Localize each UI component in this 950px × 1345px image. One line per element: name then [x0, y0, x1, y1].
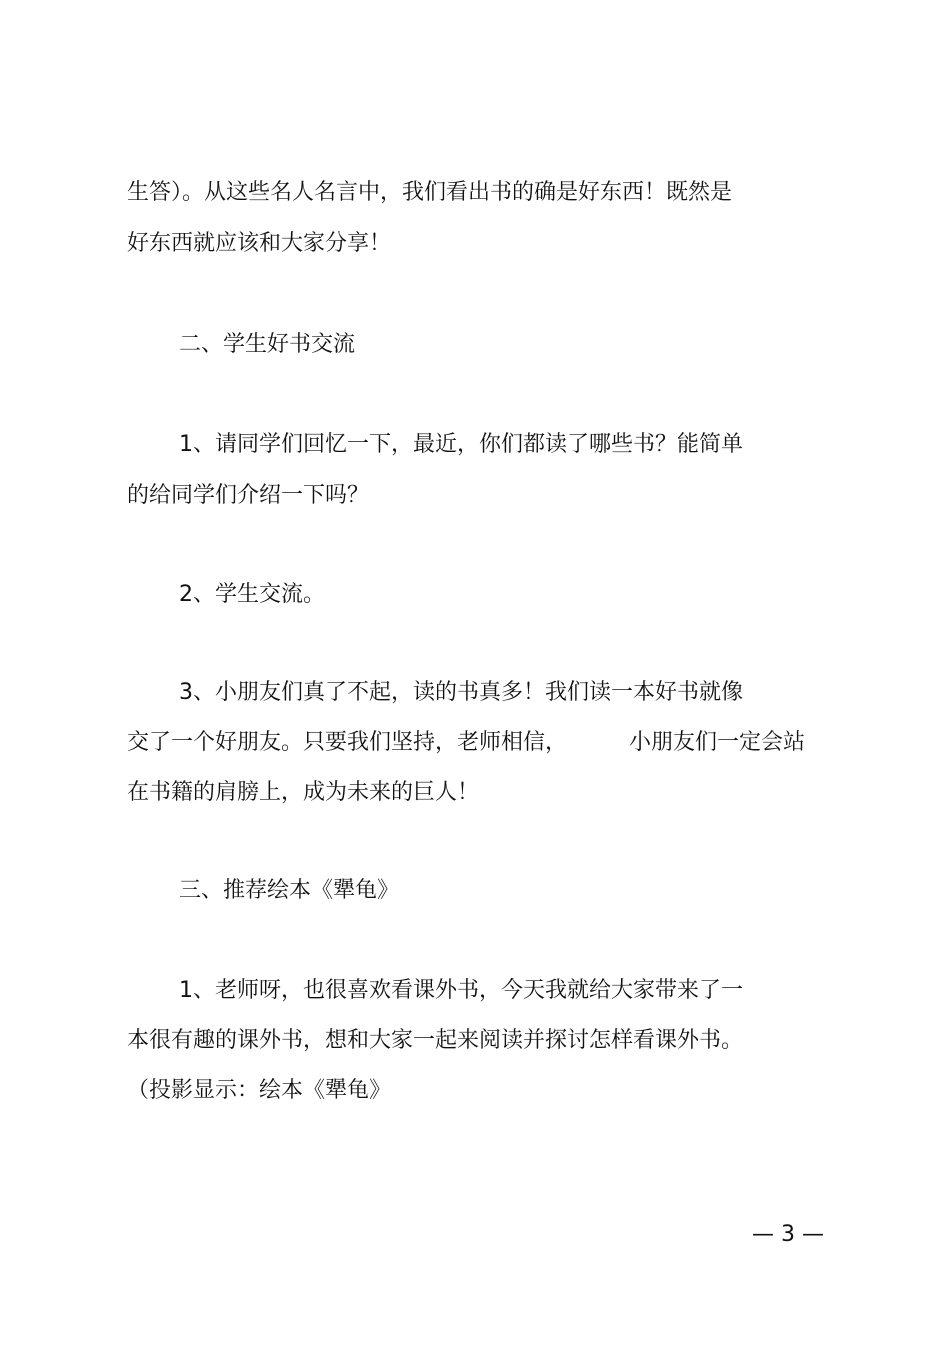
- paragraph-line: （投影显示：绘本《犟龟》: [127, 1078, 392, 1103]
- section-heading: 二、学生好书交流: [179, 332, 356, 357]
- section-heading: 三、推荐绘本《犟龟》: [179, 878, 400, 903]
- paragraph-line: 生答）。从这些名人名言中，我们看出书的确是好东西！既然是: [127, 180, 733, 205]
- paragraph-line: 本很有趣的课外书，想和大家一起来阅读并探讨怎样看课外书。: [127, 1028, 744, 1053]
- paragraph-line: 好东西就应该和大家分享！: [127, 231, 392, 256]
- page-number: — 3 —: [752, 1222, 824, 1247]
- paragraph-line: 1、请同学们回忆一下，最近，你们都读了哪些书？能简单: [179, 432, 743, 457]
- paragraph-line: 的给同学们介绍一下吗？: [127, 483, 370, 508]
- paragraph-line: 小朋友们一定会站: [629, 730, 806, 755]
- paragraph-line: 在书籍的肩膀上，成为未来的巨人！: [127, 780, 480, 805]
- paragraph-line: 2、学生交流。: [179, 582, 325, 607]
- paragraph-line: 3、小朋友们真了不起，读的书真多！我们读一本好书就像: [179, 680, 743, 705]
- paragraph-line: 交了一个好朋友。只要我们坚持，老师相信，: [127, 730, 568, 755]
- paragraph-line: 1、老师呀，也很喜欢看课外书，今天我就给大家带来了一: [179, 978, 743, 1003]
